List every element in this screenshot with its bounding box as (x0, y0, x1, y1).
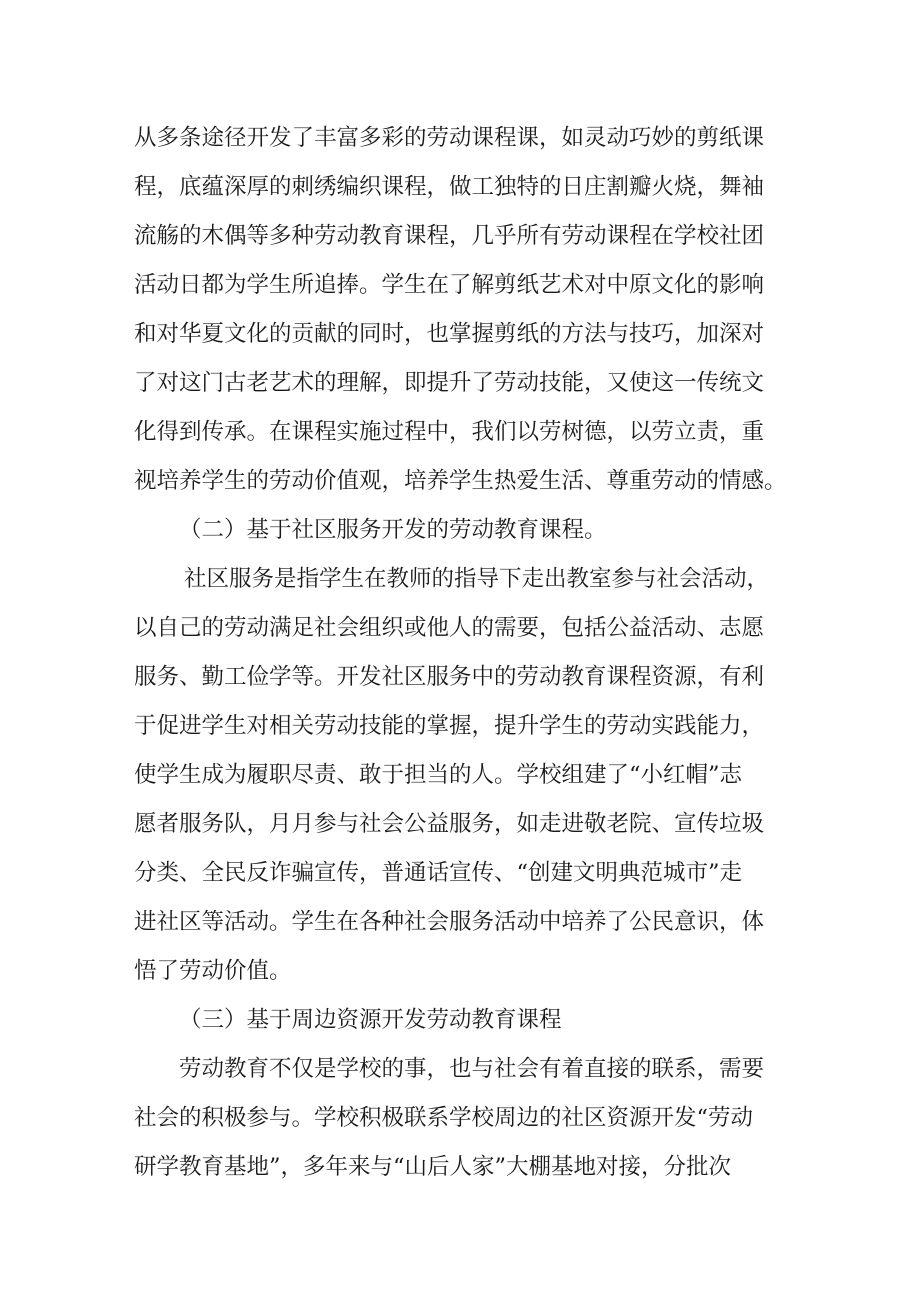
section-heading-community-service (134, 506, 794, 555)
text-line: 从多条途径开发了丰富多彩的劳动课程课，如灵动巧妙的剪纸课 (134, 125, 765, 151)
paragraph-labor-courses (134, 114, 794, 506)
text-line: 以自己的劳动满足社会组织或他人的需要，包括公益活动、志愿 (134, 615, 765, 641)
paragraph-surrounding-resources (134, 1045, 794, 1192)
text-line: 悟了劳动价值。 (134, 958, 292, 984)
text-line: 视培养学生的劳动价值观，培养学生热爱生活、尊重劳动的情感。 (134, 468, 787, 494)
heading-line: （二）基于社区服务开发的劳动教育课程。 (179, 517, 607, 543)
text-line: 研学教育基地”，多年来与“山后人家”大棚基地对接，分批次 (134, 1154, 732, 1180)
text-line: 劳动教育不仅是学校的事，也与社会有着直接的联系，需要 (179, 1056, 765, 1082)
text-line: 进社区等活动。学生在各种社会服务活动中培养了公民意识，体 (134, 909, 765, 935)
text-line: 社区服务是指学生在教师的指导下走出教室参与社会活动， (184, 566, 770, 592)
text-line: 程，底蕴深厚的刺绣编织课程，做工独特的日庄割瓣火烧，舞袖 (134, 174, 765, 200)
text-line: 化得到传承。在课程实施过程中，我们以劳树德，以劳立责，重 (134, 419, 765, 445)
text-line: 服务、勤工俭学等。开发社区服务中的劳动教育课程资源，有利 (134, 664, 765, 690)
text-line: 社会的积极参与。学校积极联系学校周边的社区资源开发“劳动 (134, 1105, 754, 1131)
text-line: 活动日都为学生所追捧。学生在了解剪纸艺术对中原文化的影响 (134, 272, 765, 298)
text-line: 于促进学生对相关劳动技能的掌握，提升学生的劳动实践能力， (134, 713, 765, 739)
text-line: 了对这门古老艺术的理解，即提升了劳动技能，又使这一传统文 (134, 370, 765, 396)
section-heading-surrounding-resources (134, 996, 794, 1045)
document-body (134, 114, 794, 1192)
text-line: 分类、全民反诈骗宣传，普通话宣传、“创建文明典范城市”走 (134, 860, 743, 886)
text-line: 流觞的木偶等多种劳动教育课程，几乎所有劳动课程在学校社团 (134, 223, 765, 249)
text-line: 使学生成为履职尽责、敢于担当的人。学校组建了“小红帽”志 (134, 762, 743, 788)
heading-line: （三）基于周边资源开发劳动教育课程 (179, 1007, 562, 1033)
text-line: 和对华夏文化的贡献的同时，也掌握剪纸的方法与技巧，加深对 (134, 321, 765, 347)
paragraph-community-service (134, 555, 794, 996)
text-line: 愿者服务队，月月参与社会公益服务，如走进敬老院、宣传垃圾 (134, 811, 765, 837)
